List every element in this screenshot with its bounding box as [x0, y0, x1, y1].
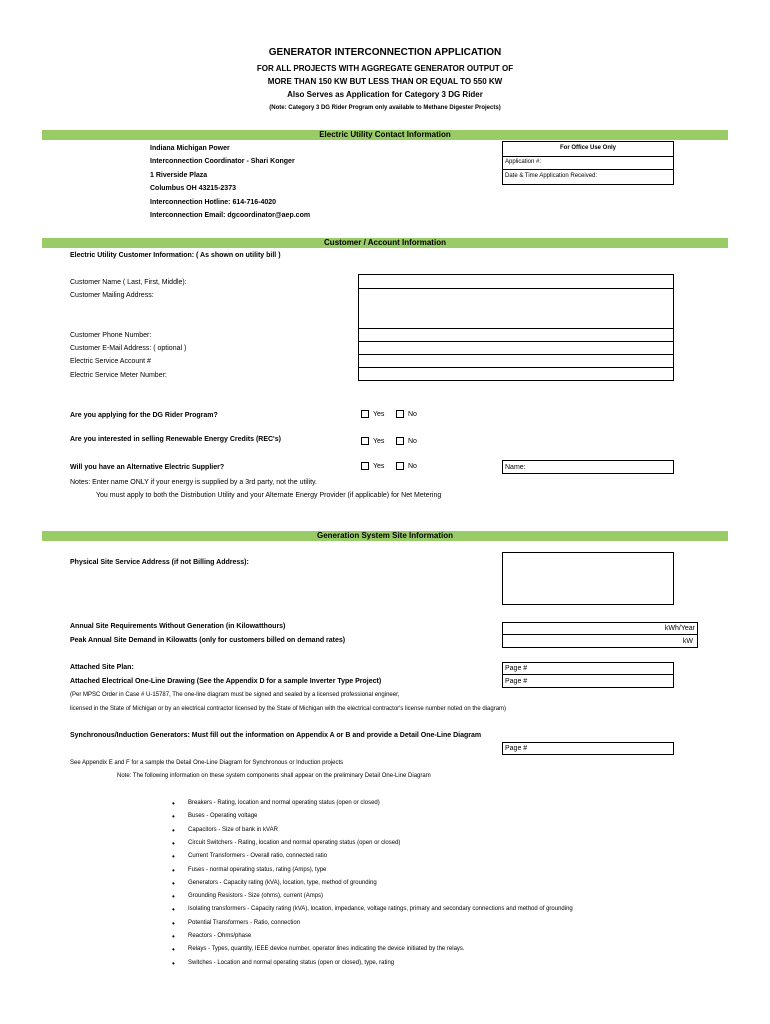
notes-line-2: You must apply to both the Distribution Utility and your Alternate Energy Provider (if applicable) for Net Metering: [96, 492, 442, 499]
component-item: Isolating transformers - Capacity rating (kVA), location, impedance, voltage ratings, primary and secondary connections and method of grounding: [188, 906, 573, 912]
header-note: (Note: Category 3 DG Rider Program only available to Methane Digester Projects): [269, 105, 501, 111]
site-plan-page-label: Page #: [505, 665, 528, 672]
meter-number-label: Electric Service Meter Number:: [70, 372, 167, 379]
utility-coordinator: Interconnection Coordinator - Shari Konger: [150, 158, 295, 165]
customer-email-label: Customer E-Mail Address: ( optional ): [70, 345, 187, 352]
peak-demand-label: Peak Annual Site Demand in Kilowatts (only for customers billed on demand rates): [70, 637, 346, 644]
bullet-icon: •: [172, 866, 175, 875]
question-dg-rider: Are you applying for the DG Rider Program?: [70, 412, 218, 419]
one-line-label: Attached Electrical One-Line Drawing (See the Appendix D for a sample Inverter Type Project): [70, 678, 382, 685]
alt-supplier-no[interactable]: [396, 462, 417, 470]
yes-label: Yes: [373, 462, 385, 470]
customer-intro: Electric Utility Customer Information: ( As shown on utility bill ): [70, 252, 281, 259]
bullet-icon: •: [172, 879, 175, 888]
bullet-icon: •: [172, 945, 175, 954]
bullet-icon: •: [172, 826, 175, 835]
utility-name: Indiana Michigan Power: [150, 145, 230, 152]
recs-no[interactable]: [396, 437, 417, 445]
component-item: Circuit Switchers - Rating, location and normal operating status (open or closed): [188, 840, 401, 846]
utility-email: Interconnection Email: dgcoordinator@aep.com: [150, 212, 311, 219]
account-number-label: Electric Service Account #: [70, 358, 151, 365]
dg-rider-no[interactable]: [396, 410, 417, 418]
peak-unit: kW: [682, 638, 693, 645]
bullet-icon: •: [172, 892, 175, 901]
checkbox-icon: [396, 410, 404, 418]
one-line-page-field[interactable]: [502, 674, 674, 688]
supplier-name-label: Name:: [505, 464, 526, 471]
meter-number-field[interactable]: [358, 367, 674, 381]
bullet-icon: •: [172, 905, 175, 914]
customer-name-label: Customer Name ( Last, First, Middle):: [70, 279, 187, 286]
bullet-icon: •: [172, 852, 175, 861]
bullet-icon: •: [172, 799, 175, 808]
checkbox-icon: [361, 437, 369, 445]
components-note: Note: The following information on these system components shall appear on the preliminary Detail One-Line Diagram: [117, 773, 431, 779]
site-address-label: Physical Site Service Address (if not Billing Address):: [70, 559, 249, 566]
recs-yes[interactable]: [361, 437, 384, 445]
bullet-icon: •: [172, 959, 175, 968]
one-line-page-label: Page #: [505, 678, 528, 685]
bullet-icon: •: [172, 932, 175, 941]
component-item: Capacitors - Size of bank in kVAR: [188, 827, 278, 833]
office-use-header: For Office Use Only: [559, 145, 616, 151]
customer-mailing-label: Customer Mailing Address:: [70, 292, 154, 299]
sync-page-label: Page #: [505, 745, 528, 752]
notes-line-1: Notes: Enter name ONLY if your energy is supplied by a 3rd party, not the utility.: [70, 479, 317, 486]
checkbox-icon: [396, 437, 404, 445]
component-item: Potential Transformers - Ratio, connection: [188, 920, 301, 926]
component-item: Breakers - Rating, location and normal operating status (open or closed): [188, 800, 380, 806]
customer-mailing-field[interactable]: [358, 288, 674, 329]
customer-phone-field[interactable]: [358, 328, 674, 342]
customer-phone-label: Customer Phone Number:: [70, 332, 152, 339]
office-date-received: Date & Time Application Received:: [505, 173, 598, 179]
supplier-name-field[interactable]: [502, 460, 674, 474]
no-label: No: [408, 437, 417, 445]
header-line-3: Also Serves as Application for Category 3 DG Rider: [287, 90, 483, 99]
sync-page-field[interactable]: [502, 742, 674, 755]
site-address-field[interactable]: [502, 552, 674, 605]
annual-unit: kWh/Year: [664, 625, 695, 632]
site-section-bar: Generation System Site Information: [42, 531, 728, 541]
sync-generators-label: Synchronous/Induction Generators: Must fill out the information on Appendix A or B and provide a Detail One-Line Diagram: [70, 732, 482, 739]
question-recs: Are you interested in selling Renewable Energy Credits (REC's): [70, 436, 281, 443]
no-label: No: [408, 462, 417, 470]
component-item: Generators - Capacity rating (kVA), location, type, method of grounding: [188, 880, 377, 886]
see-appendix-note: See Appendix E and F for a sample the Detail One-Line Diagram for Synchronous or Induction projects: [70, 760, 344, 766]
mpsc-note-2: licensed in the State of Michigan or by an electrical contractor licensed by the State of Michigan with the electrical contractor's license number noted on the diagram): [70, 706, 507, 712]
bullet-icon: •: [172, 919, 175, 928]
office-use-box: [502, 141, 674, 185]
component-item: Current Transformers - Overall ratio, connected ratio: [188, 853, 328, 859]
no-label: No: [408, 410, 417, 418]
header-line-1: FOR ALL PROJECTS WITH AGGREGATE GENERATOR OUTPUT OF: [256, 64, 514, 73]
component-item: Fuses - normal operating status, rating (Amps), type: [188, 867, 327, 873]
bullet-icon: •: [172, 839, 175, 848]
dg-rider-yes[interactable]: [361, 410, 384, 418]
yes-label: Yes: [373, 437, 385, 445]
page-title: GENERATOR INTERCONNECTION APPLICATION: [268, 47, 502, 58]
component-item: Switches - Location and normal operating status (open or closed), type, rating: [188, 960, 395, 966]
checkbox-icon: [361, 462, 369, 470]
alt-supplier-yes[interactable]: [361, 462, 384, 470]
yes-label: Yes: [373, 410, 385, 418]
checkbox-icon: [396, 462, 404, 470]
utility-section-bar: Electric Utility Contact Information: [42, 130, 728, 140]
bullet-icon: •: [172, 812, 175, 821]
component-item: Relays - Types, quantity, IEEE device number, operator lines indicating the device initiated by the relays.: [188, 946, 465, 952]
utility-hotline: Interconnection Hotline: 614-716-4020: [150, 199, 277, 206]
peak-demand-field[interactable]: [502, 634, 698, 648]
office-application-number: Application #:: [505, 159, 542, 165]
customer-email-field[interactable]: [358, 341, 674, 355]
mpsc-note-1: (Per MPSC Order in Case # U-15787, The one-line diagram must be signed and sealed by a licensed professional engineer,: [70, 692, 400, 698]
site-plan-label: Attached Site Plan:: [70, 664, 134, 671]
customer-section-bar: Customer / Account Information: [42, 238, 728, 248]
account-number-field[interactable]: [358, 354, 674, 368]
component-item: Reactors - Ohms/phase: [188, 933, 252, 939]
header-line-2: MORE THAN 150 KW BUT LESS THAN OR EQUAL TO 550 KW: [267, 77, 503, 86]
component-item: Grounding Resistors - Size (ohms), current (Amps): [188, 893, 324, 899]
checkbox-icon: [361, 410, 369, 418]
utility-address-1: 1 Riverside Plaza: [150, 172, 208, 179]
customer-name-field[interactable]: [358, 274, 674, 289]
utility-address-2: Columbus OH 43215-2373: [150, 185, 236, 192]
component-item: Buses - Operating voltage: [188, 813, 258, 819]
annual-requirements-label: Annual Site Requirements Without Generation (in Kilowatthours): [70, 623, 286, 630]
question-alt-supplier: Will you have an Alternative Electric Supplier?: [70, 464, 225, 471]
